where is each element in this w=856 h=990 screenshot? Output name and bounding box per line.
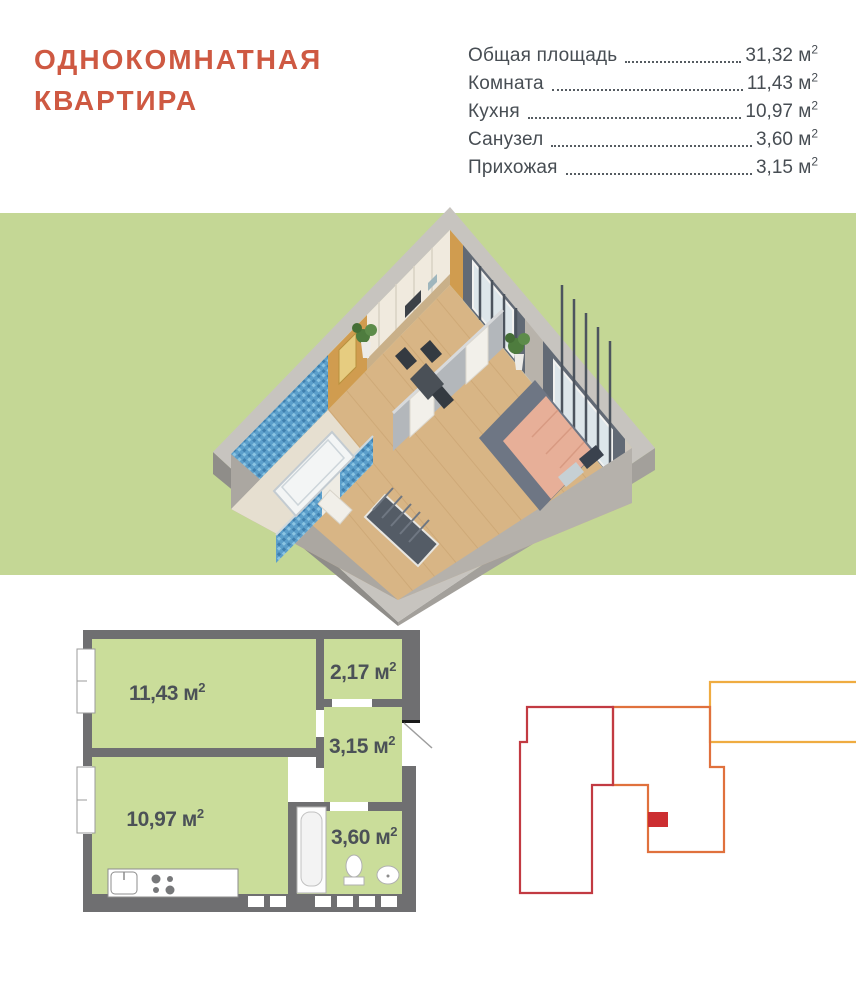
label-value: 10,97: [126, 808, 177, 831]
wall-closet-bottom: [324, 699, 332, 707]
wall-right-top: [402, 630, 420, 722]
spec-number: 3,15: [755, 157, 793, 178]
label-kitchen: [126, 806, 203, 831]
label-sup: 2: [390, 824, 397, 839]
wall-bath-top: [368, 802, 402, 811]
washbasin-drain: [387, 875, 390, 878]
toilet-tank: [344, 877, 364, 885]
label-sup: 2: [196, 806, 204, 821]
spec-value: [747, 72, 818, 95]
spec-number: 3,60: [755, 129, 793, 150]
building-site-plan: [480, 660, 856, 900]
spec-unit: м: [792, 101, 812, 122]
label-hallway: [329, 733, 395, 758]
spec-number: 11,43: [746, 73, 793, 94]
kitchen-fixtures: [108, 869, 238, 897]
spec-label: Общая площадь: [468, 45, 618, 66]
bathtub-inner: [301, 812, 322, 886]
dotted-leader: [528, 117, 742, 119]
label-unit: м: [176, 808, 197, 831]
spec-label: Кухня: [468, 101, 520, 122]
dotted-leader: [551, 145, 752, 147]
spec-unit-sup: 2: [811, 126, 818, 141]
label-closet: [330, 659, 396, 684]
page-title-line2: КВАРТИРА: [34, 84, 199, 116]
spec-row-room: [468, 72, 818, 95]
label-sup: 2: [388, 733, 395, 748]
window-symbol-kitchen: [77, 767, 95, 833]
wall-left-seg: [83, 834, 92, 894]
building-section-red: [520, 707, 613, 893]
spec-unit-sup: 2: [811, 154, 818, 169]
wall-left-seg: [83, 712, 92, 766]
label-unit: м: [369, 826, 391, 849]
label-unit: м: [177, 682, 199, 705]
unit-location-marker: [648, 812, 668, 827]
label-room: [129, 680, 205, 705]
spec-value: [756, 156, 818, 179]
bottom-wall-notches: [248, 896, 397, 907]
spec-unit: м: [792, 73, 812, 94]
label-value: 3,15: [329, 735, 368, 758]
toilet-bowl: [346, 855, 362, 877]
dotted-leader: [552, 89, 743, 91]
label-value: 11,43: [128, 682, 178, 705]
floor-plan: [65, 618, 435, 918]
wall-closet-bottom: [372, 699, 402, 707]
spec-number: 10,97: [745, 101, 793, 122]
spec-unit-sup: 2: [811, 98, 818, 113]
spec-unit: м: [792, 157, 812, 178]
label-value: 3,60: [331, 826, 370, 849]
spec-row-hallway: [468, 156, 818, 179]
spec-label: Санузел: [468, 129, 544, 150]
label-value: 2,17: [330, 661, 369, 684]
spec-value: [745, 44, 818, 67]
wall-kitchen-bath: [288, 811, 297, 894]
building-section-yellow: [710, 682, 856, 742]
spec-row-kitchen: [468, 100, 818, 123]
entrance-door-swing: [404, 723, 432, 748]
spec-unit-sup: 2: [811, 42, 818, 57]
spec-unit: м: [792, 45, 812, 66]
page-title-line1: ОДНОКОМНАТНАЯ: [34, 44, 323, 75]
area-spec-list: [468, 44, 818, 184]
spec-unit-sup: 2: [811, 70, 818, 85]
label-sup: 2: [389, 659, 396, 674]
label-unit: м: [368, 661, 390, 684]
label-sup: 2: [198, 680, 206, 695]
spec-value: [756, 128, 818, 151]
spec-label: Комната: [468, 73, 544, 94]
building-section-orange: [613, 707, 724, 852]
spec-unit: м: [792, 129, 812, 150]
window-symbol-room: [77, 649, 95, 713]
wall-top: [83, 630, 420, 639]
spec-row-total: [468, 44, 818, 67]
spec-number: 31,32: [745, 45, 793, 66]
spec-row-bathroom: [468, 128, 818, 151]
wall-interior-vert: [316, 639, 324, 710]
apartment-3d-render: [180, 200, 670, 635]
wall-room-bottom: [92, 748, 324, 757]
spec-label: Прихожая: [468, 157, 558, 178]
label-bathroom: [331, 824, 397, 849]
spec-value: [745, 100, 818, 123]
dotted-leader: [566, 173, 752, 175]
page-title: [34, 40, 454, 121]
wall-right-bottom: [402, 766, 416, 912]
door-lintel: [402, 720, 420, 723]
label-unit: м: [367, 735, 389, 758]
dotted-leader: [625, 61, 741, 63]
